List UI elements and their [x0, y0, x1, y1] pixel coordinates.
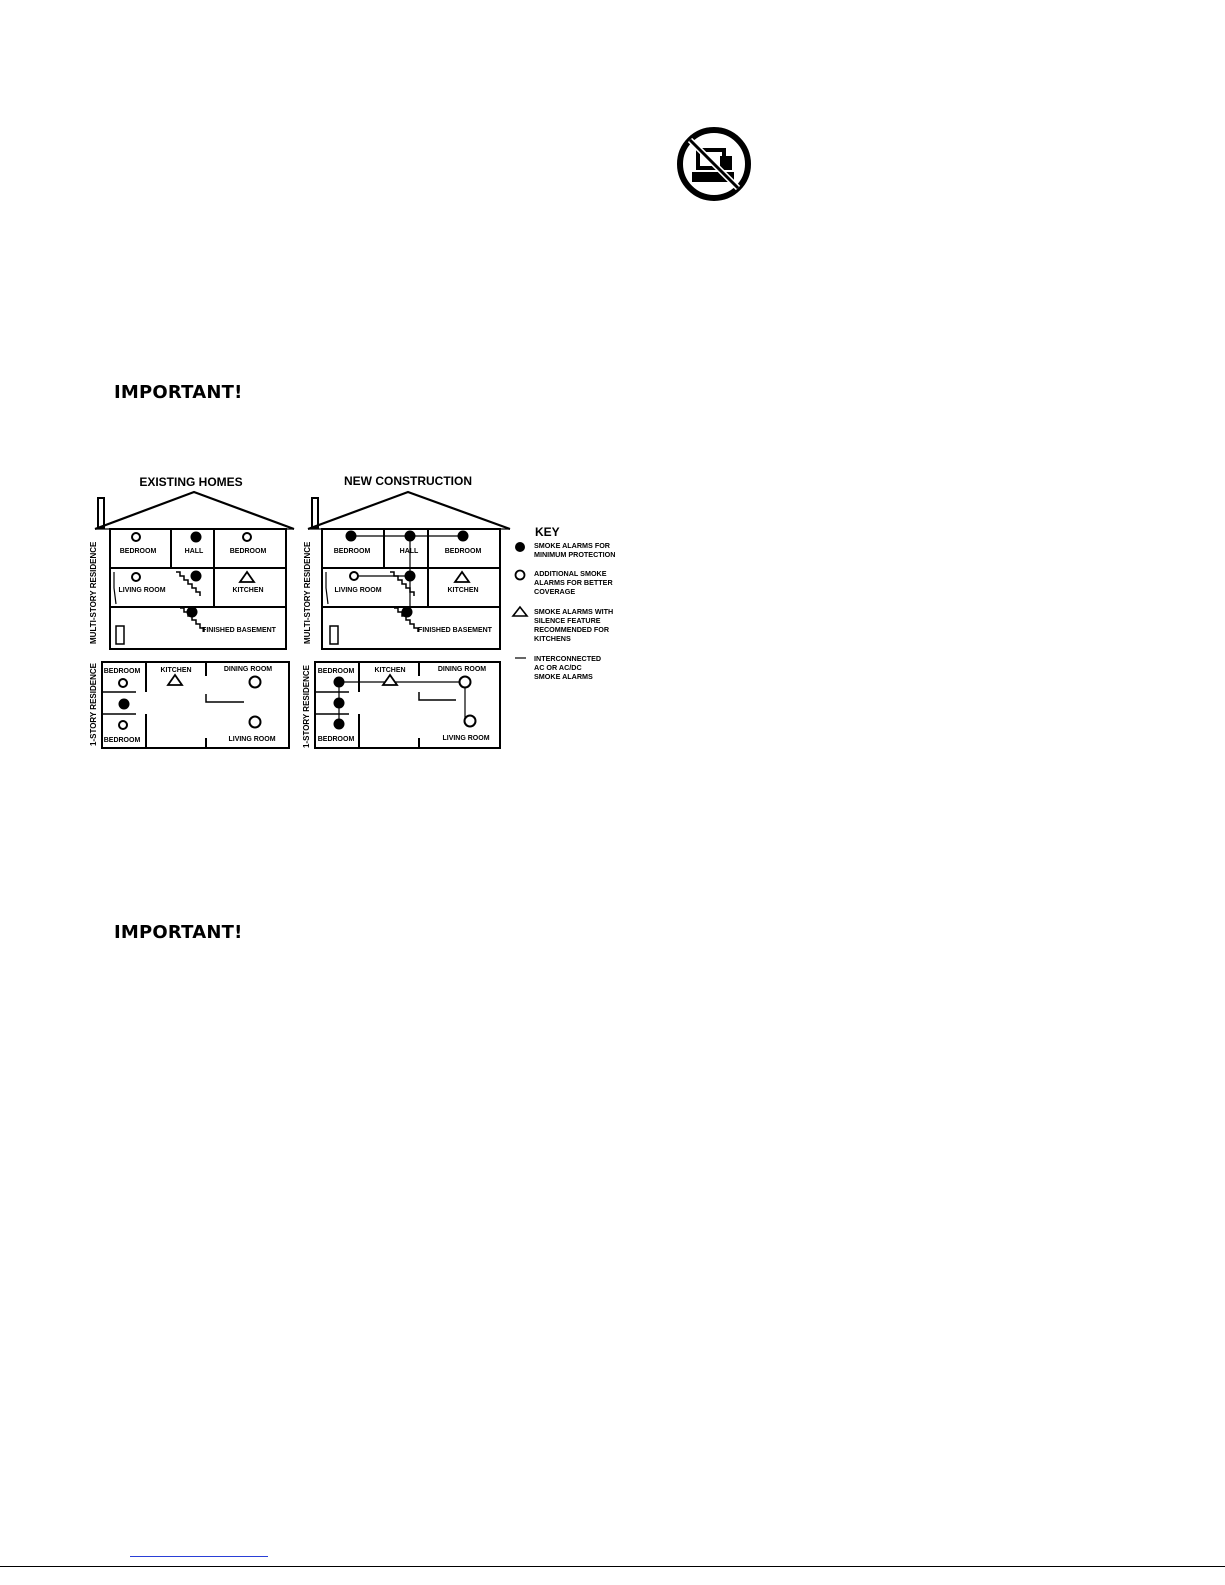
- key-item-3-line-3: RECOMMENDED FOR: [534, 625, 610, 634]
- key-item-2-line-2: ALARMS FOR BETTER: [534, 578, 613, 587]
- open-circle-alarm: [132, 573, 140, 581]
- room-label-living-room: LIVING ROOM: [334, 587, 382, 594]
- important-heading-2: IMPORTANT!: [114, 922, 243, 943]
- side-label-one-story: 1-STORY RESIDENCE: [302, 665, 311, 748]
- triangle-alarm: [383, 675, 397, 685]
- filled-circle-alarm: [334, 719, 345, 730]
- key-item-4-line-3: SMOKE ALARMS: [534, 672, 593, 681]
- open-circle-alarm: [132, 533, 140, 541]
- triangle-alarm: [455, 572, 469, 582]
- room-label-bedroom: BEDROOM: [444, 548, 482, 555]
- new-construction-multi-story-house: [303, 492, 510, 649]
- filled-circle-alarm: [405, 531, 416, 542]
- room-label-bedroom: BEDROOM: [229, 548, 267, 555]
- room-label-bedroom: BEDROOM: [119, 548, 157, 555]
- diagram-key: [513, 525, 615, 681]
- room-label-kitchen: KITCHEN: [374, 667, 406, 674]
- filled-circle-alarm: [458, 531, 469, 542]
- existing-homes-title: EXISTING HOMES: [139, 475, 243, 489]
- key-title: KEY: [535, 525, 560, 539]
- open-circle-alarm: [119, 721, 127, 729]
- side-label-multi-story: MULTI-STORY RESIDENCE: [89, 541, 98, 644]
- footer-rule: [0, 1566, 1225, 1567]
- room-label-finished-basement: FINISHED BASEMENT: [418, 627, 492, 634]
- open-circle-alarm: [119, 679, 127, 687]
- open-circle-alarm: [465, 716, 476, 727]
- room-label-living-room: LIVING ROOM: [118, 587, 166, 594]
- room-label-bedroom: BEDROOM: [103, 668, 141, 675]
- filled-circle-alarm: [346, 531, 357, 542]
- filled-circle-alarm: [402, 607, 413, 618]
- key-item-3-line-2: SILENCE FEATURE: [534, 616, 601, 625]
- filled-circle-alarm: [191, 571, 202, 582]
- room-label-dining-room: DINING ROOM: [223, 666, 273, 673]
- open-circle-alarm: [243, 533, 251, 541]
- triangle-alarm: [240, 572, 254, 582]
- key-filled-circle-icon: [515, 542, 525, 552]
- room-label-kitchen: KITCHEN: [160, 667, 192, 674]
- filled-circle-alarm: [334, 677, 345, 688]
- filled-circle-alarm: [334, 698, 345, 709]
- key-item-4-line-2: AC OR AC/DC: [534, 663, 582, 672]
- new-construction-title: NEW CONSTRUCTION: [344, 474, 472, 488]
- room-label-hall: HALL: [184, 548, 204, 555]
- key-item-2-line-3: COVERAGE: [534, 587, 576, 596]
- no-appliance-prohibition-icon: [676, 126, 752, 202]
- open-circle-alarm: [460, 677, 471, 688]
- room-label-bedroom: BEDROOM: [317, 736, 355, 743]
- existing-multi-story-house: [89, 492, 294, 649]
- room-label-living-room: LIVING ROOM: [442, 735, 490, 742]
- key-item-2-line-1: ADDITIONAL SMOKE: [534, 569, 607, 578]
- room-label-bedroom: BEDROOM: [103, 737, 141, 744]
- existing-one-story-floorplan: [89, 662, 289, 748]
- side-label-one-story: 1-STORY RESIDENCE: [89, 663, 98, 746]
- triangle-alarm: [168, 675, 182, 685]
- filled-circle-alarm: [405, 571, 416, 582]
- new-construction-one-story-floorplan: [302, 662, 500, 748]
- key-item-4-line-1: INTERCONNECTED: [534, 654, 602, 663]
- footer-link-underline[interactable]: [130, 1556, 268, 1557]
- room-label-living-room: LIVING ROOM: [228, 736, 276, 743]
- filled-circle-alarm: [187, 607, 198, 618]
- filled-circle-alarm: [191, 532, 202, 543]
- open-circle-alarm: [250, 717, 261, 728]
- room-label-bedroom: BEDROOM: [333, 548, 371, 555]
- side-label-multi-story: MULTI-STORY RESIDENCE: [303, 541, 312, 644]
- smoke-alarm-placement-diagram: [84, 468, 644, 758]
- important-heading-1: IMPORTANT!: [114, 382, 243, 403]
- key-item-3-line-4: KITCHENS: [534, 634, 571, 643]
- room-label-bedroom: BEDROOM: [317, 668, 355, 675]
- filled-circle-alarm: [119, 699, 130, 710]
- room-label-hall: HALL: [399, 548, 419, 555]
- key-open-circle-icon: [516, 571, 525, 580]
- room-label-kitchen: KITCHEN: [232, 587, 264, 594]
- room-label-finished-basement: FINISHED BASEMENT: [202, 627, 276, 634]
- open-circle-alarm: [250, 677, 261, 688]
- room-label-kitchen: KITCHEN: [447, 587, 479, 594]
- key-item-1-line-2: MINIMUM PROTECTION: [534, 550, 616, 559]
- open-circle-alarm: [350, 572, 358, 580]
- key-triangle-icon: [513, 607, 527, 616]
- room-label-dining-room: DINING ROOM: [437, 666, 487, 673]
- key-item-1-line-1: SMOKE ALARMS FOR: [534, 541, 610, 550]
- key-item-3-line-1: SMOKE ALARMS WITH: [534, 607, 614, 616]
